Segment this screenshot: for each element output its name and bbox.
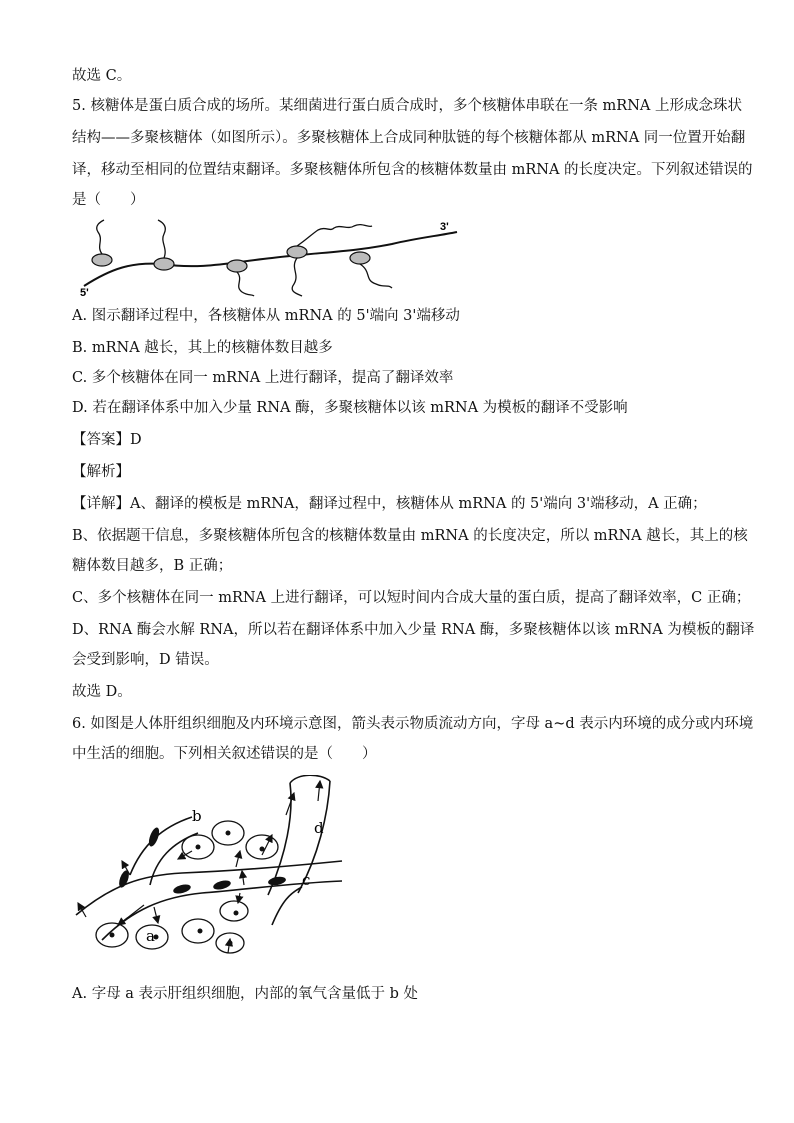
- label-a: a: [146, 927, 155, 945]
- label-b: b: [192, 807, 202, 825]
- liver-tissue-figure: [72, 775, 362, 970]
- q5-option-a: A. 图示翻译过程中，各核糖体从 mRNA 的 5'端向 3'端移动: [72, 308, 460, 324]
- label-c: c: [302, 871, 311, 889]
- q5-answer: 【答案】D: [72, 432, 142, 448]
- q6-option-a: A. 字母 a 表示肝组织细胞，内部的氧气含量低于 b 处: [72, 986, 419, 1002]
- q5-stem-1: 5. 核糖体是蛋白质合成的场所。某细菌进行蛋白质合成时，多个核糖体串联在一条 mRNA 上形成念珠状: [72, 98, 742, 114]
- q6-stem-1: 6. 如图是人体肝组织细胞及内环境示意图，箭头表示物质流动方向，字母 a~d 表示内环境的成分或内环境: [72, 716, 754, 732]
- label-d: d: [314, 819, 324, 837]
- q5-stem-3: 译，移动至相同的位置结束翻译。多聚核糖体所包含的核糖体数量由 mRNA 的长度决定。下列叙述错误的: [72, 162, 753, 178]
- conclusion-q5: 故选 D。: [72, 684, 132, 700]
- q5-stem-2: 结构——多聚核糖体（如图所示）。多聚核糖体上合成同种肽链的每个核糖体都从 mRNA 同一位置开始翻: [72, 130, 746, 146]
- q5-option-d: D. 若在翻译体系中加入少量 RNA 酶，多聚核糖体以该 mRNA 为模板的翻译不受影响: [72, 400, 628, 416]
- q5-detail-3: 糖体数目越多，B 正确；: [72, 558, 233, 574]
- polyribosome-figure: [72, 218, 472, 298]
- q5-analysis-heading: 【解析】: [72, 464, 130, 480]
- q5-detail-2: B、依据题干信息，多聚核糖体所包含的核糖体数量由 mRNA 的长度决定，所以 mRNA 越长，其上的核: [72, 528, 748, 544]
- q5-detail-1: 【详解】A、翻译的模板是 mRNA，翻译过程中，核糖体从 mRNA 的 5'端向 3'端移动，A 正确；: [72, 496, 707, 512]
- five-prime-label: 5': [80, 287, 89, 298]
- q5-detail-6: 会受到影响，D 错误。: [72, 652, 219, 668]
- q6-stem-2: 中生活的细胞。下列相关叙述错误的是（ ）: [72, 746, 377, 762]
- conclusion-q4: 故选 C。: [72, 68, 132, 84]
- three-prime-label: 3': [440, 221, 449, 233]
- q5-option-b: B. mRNA 越长，其上的核糖体数目越多: [72, 340, 333, 356]
- q5-option-c: C. 多个核糖体在同一 mRNA 上进行翻译，提高了翻译效率: [72, 370, 454, 386]
- q5-detail-4: C、多个核糖体在同一 mRNA 上进行翻译，可以短时间内合成大量的蛋白质，提高了翻译效率，C 正确；: [72, 590, 751, 606]
- q5-stem-4: 是（ ）: [72, 192, 145, 208]
- q5-detail-5: D、RNA 酶会水解 RNA，所以若在翻译体系中加入少量 RNA 酶，多聚核糖体以该 mRNA 为模板的翻译: [72, 622, 755, 638]
